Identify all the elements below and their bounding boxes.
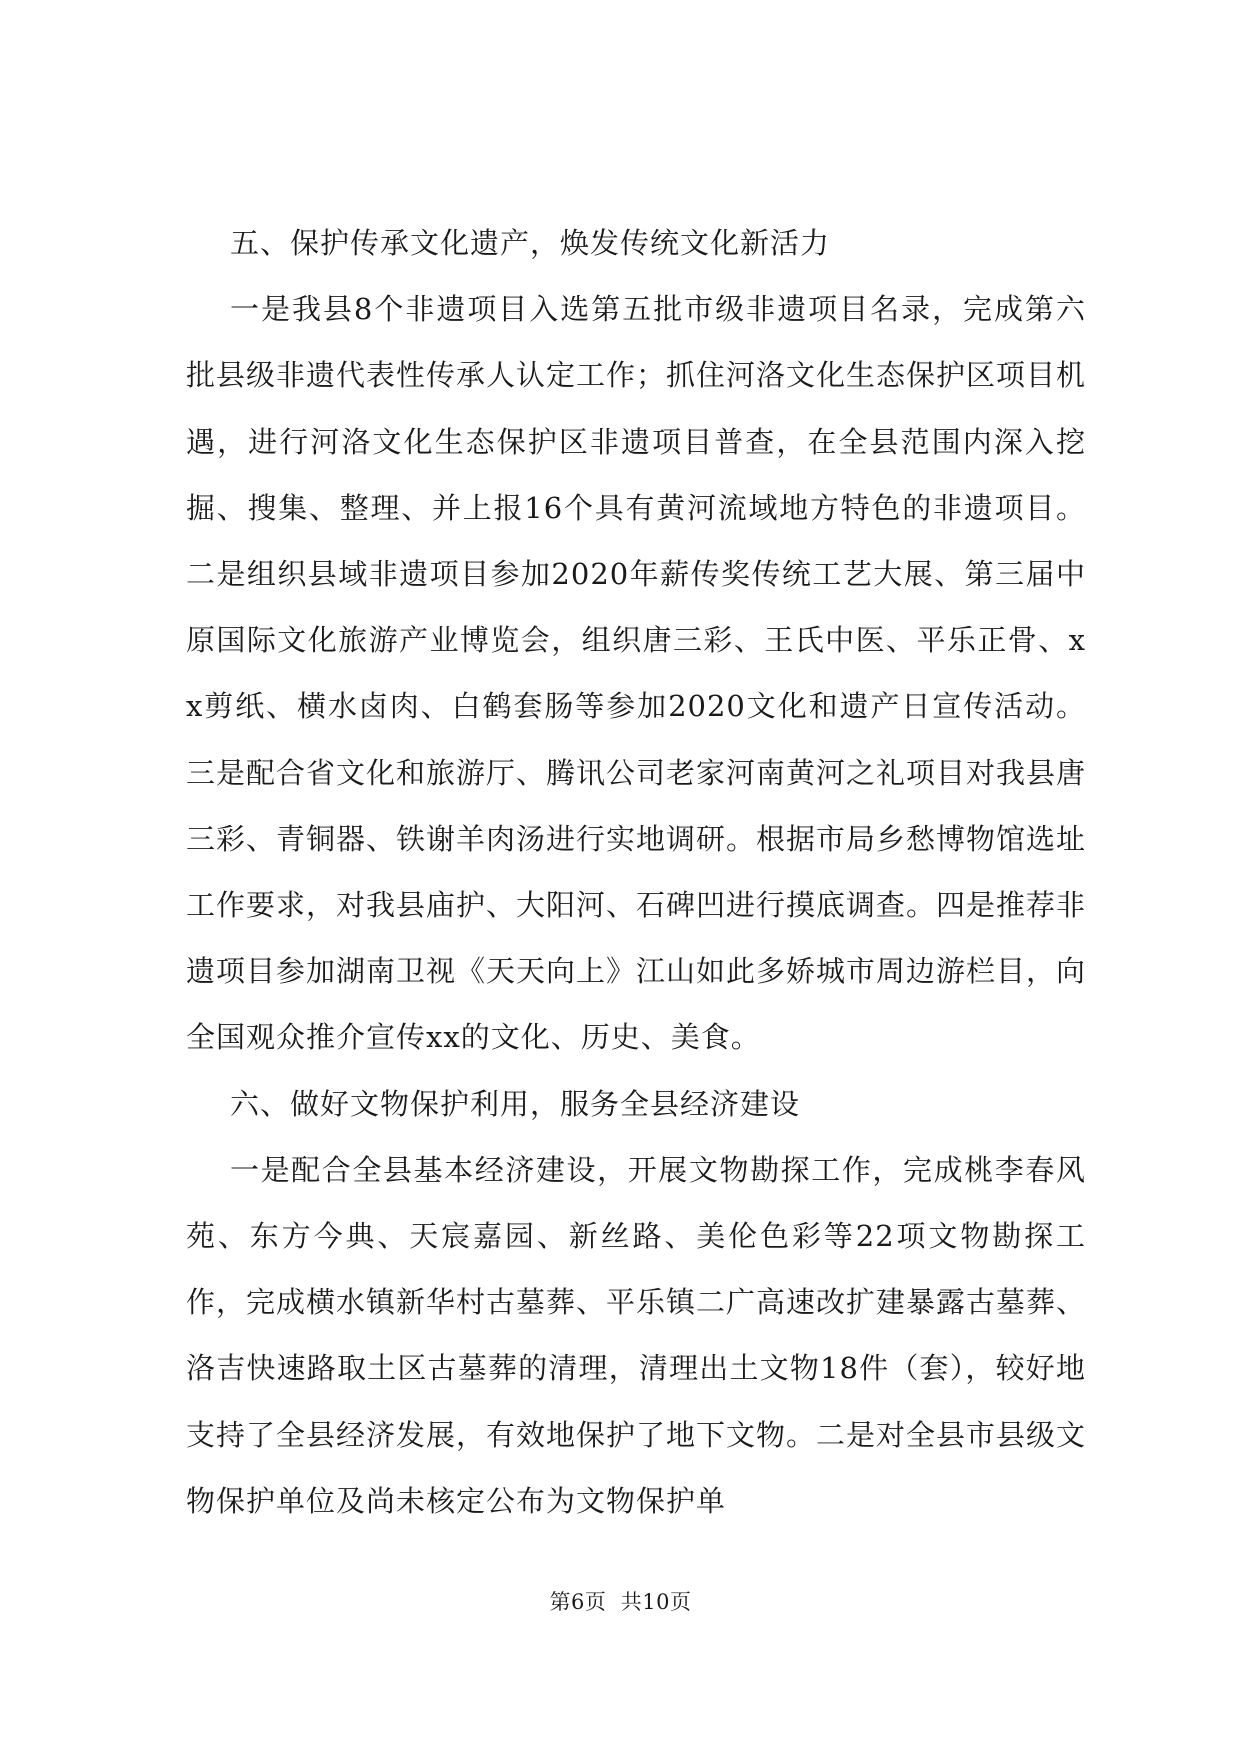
section-heading-6: 六、做好文物保护利用，服务全县经济建设	[230, 1086, 801, 1121]
section-heading-5: 五、保护传承文化遗产，焕发传统文化新活力	[230, 226, 831, 260]
page-footer	[0, 1586, 1241, 1616]
page-number-label: 第6页 共10页	[549, 1590, 692, 1614]
section-paragraph-5: 一是我县8个非遗项目入选第五批市级非遗项目名录，完成第六批县级非遗代表性传承人认定工作；抓住河洛文化生态保护区项目机遇，进行河洛文化生态保护区非遗项目普查，在全县范围内深入挖掘、搜集、整理、并上报16个具有黄河流域地方特色的非遗项目。二是组织县域非遗项目参加2020年薪传奖传统工艺大展、第三届中原国际文化旅游产业博览会，组织唐三彩、王氏中医、平乐正骨、xx剪纸、横水卤肉、白鹤套肠等参加2020文化和遗产日宣传活动。三是配合省文化和旅游厅、腾讯公司老家河南黄河之礼项目对我县唐三彩、青铜器、铁谢羊肉汤进行实地调研。根据市局乡愁博物馆选址工作要求，对我县庙护、大阳河、石碑凹进行摸底调查。四是推荐非遗项目参加湖南卫视《天天向上》江山如此多娇城市周边游栏目，向全国观众推介宣传xx的文化、历史、美食。	[186, 292, 1087, 1055]
document-body	[186, 210, 1086, 1534]
section-paragraph-6: 一是配合全县基本经济建设，开展文物勘探工作，完成桃李春风苑、东方今典、天宸嘉园、新丝路、美伦色彩等22项文物勘探工作，完成横水镇新华村古墓葬、平乐镇二广高速改扩建暴露古墓葬、洛吉快速路取土区古墓葬的清理，清理出土文物18件（套），较好地支持了全县经济发展，有效地保护了地下文物。二是对全县市县级文物保护单位及尚未核定公布为文物保护单	[186, 1152, 1087, 1518]
